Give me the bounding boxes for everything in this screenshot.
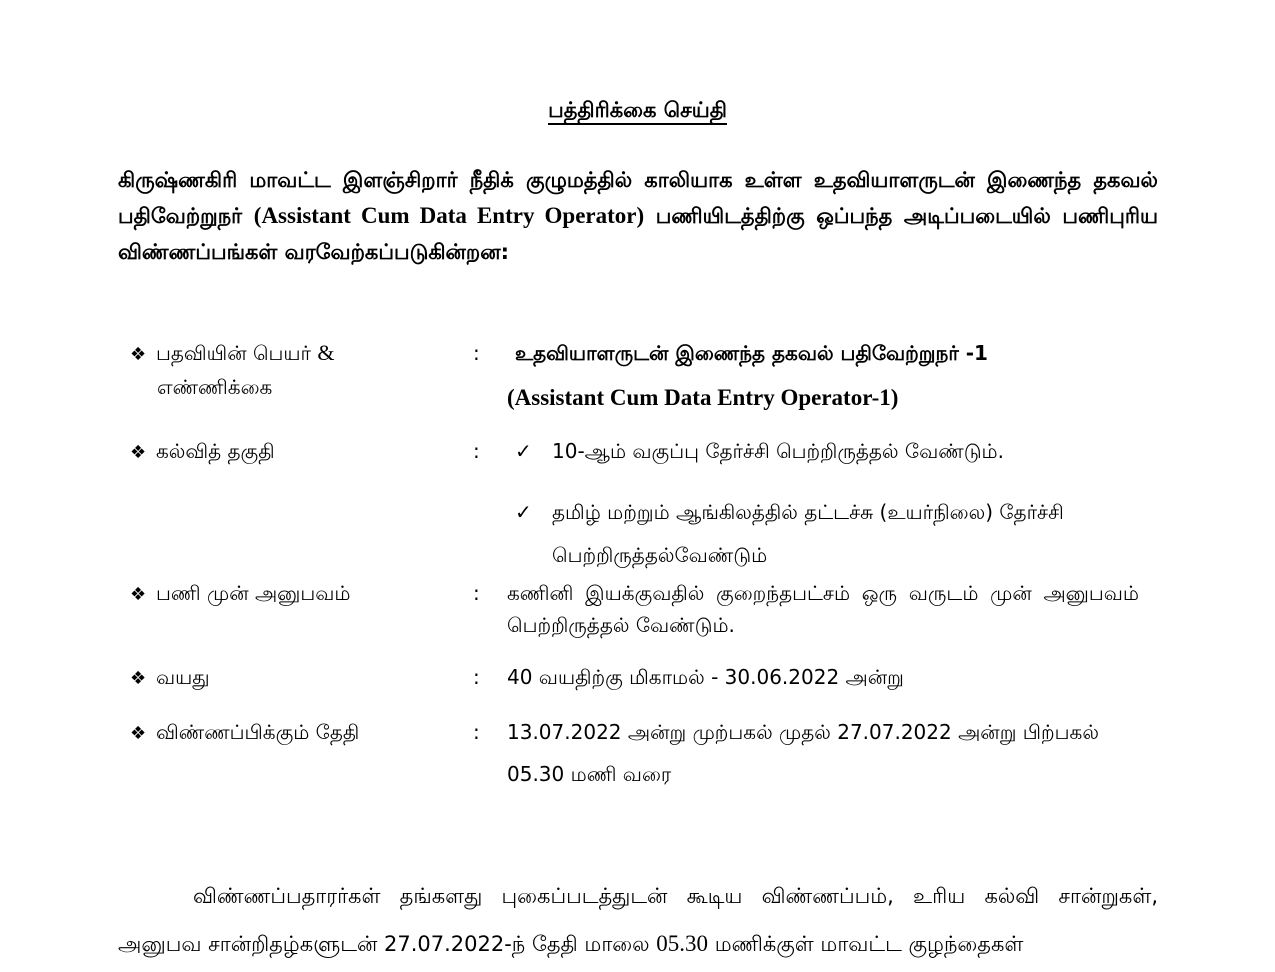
paragraph-line1: விண்ணப்பதாரர்கள் தங்களது புகைப்படத்துடன் கூடிய விண்ணப்பம், உரிய கல்வி சான்றுகள், அனுபவ சான்றிதழ்களுடன் 27.07.2022-ந் தேதி மாலை xyxy=(118,884,1158,956)
label-post-line1: பதவியின் பெயர் xyxy=(156,341,318,365)
row-label xyxy=(130,435,450,469)
headline-part2: பணியிடத்திற்கு ஒப்பந்த அடிப்படையில் பணிபுரிய விண்ணப்பங்கள் வரவேற்கப்படுகின்றன: xyxy=(118,204,1159,264)
paragraph-line2: மணிக்குள் மாவட்ட குழந்தைகள் xyxy=(708,932,1024,956)
row-label xyxy=(130,716,450,750)
label-post-line2: எண்ணிக்கை xyxy=(157,375,273,399)
label-education: கல்வித் தகுதி xyxy=(156,439,275,463)
row-label xyxy=(130,337,450,403)
label-post-amp: & xyxy=(317,340,335,365)
education-item-text: தமிழ் மற்றும் ஆங்கிலத்தில் தட்டச்சு (உயர்நிலை) தேர்ச்சி பெற்றிருத்தல்வேண்டும் xyxy=(552,500,1064,567)
diamond-bullet-icon: ❖ xyxy=(130,584,147,605)
row-label xyxy=(130,577,450,611)
checkmark-icon: ✓ xyxy=(515,439,532,463)
headline-part1: கிருஷ்ணகிரி மாவட்ட இளஞ்சிறார் நீதிக் குழுமத்தில் காலியாக உள்ள உதவியாளருடன் இணைந்த தகவல் பதிவேற்றுநர் xyxy=(118,168,1158,228)
education-item xyxy=(507,491,1142,577)
apply-date-value: 13.07.2022 அன்று முற்பகல் முதல் 27.07.2022 அன்று பிற்பகல் 05.30 மணி வரை xyxy=(507,720,1099,786)
row-colon: : xyxy=(473,665,480,689)
paragraph-time: 05.30 xyxy=(656,931,709,956)
document-title-text: பத்திரிக்கை செய்தி xyxy=(548,98,727,125)
education-item xyxy=(507,435,1141,467)
diamond-bullet-icon: ❖ xyxy=(130,442,147,463)
row-colon: : xyxy=(473,341,480,365)
row-colon: : xyxy=(473,439,480,463)
education-item-text: 10-ஆம் வகுப்பு தேர்ச்சி பெற்றிருத்தல் வேண்டும். xyxy=(552,439,1005,463)
label-experience: பணி முன் அனுபவம் xyxy=(156,581,351,605)
document-title xyxy=(0,98,1275,125)
row-value xyxy=(507,337,1141,414)
row-colon: : xyxy=(473,720,480,744)
age-value: 40 வயதிற்கு மிகாமல் - 30.06.2022 அன்று xyxy=(507,665,904,689)
diamond-bullet-icon: ❖ xyxy=(130,344,147,365)
body-paragraph xyxy=(118,872,1158,968)
row-colon: : xyxy=(473,581,480,605)
experience-value: கணினி இயக்குவதில் குறைந்தபட்சம் ஒரு வருடம் முன் அனுபவம் பெற்றிருத்தல் வேண்டும். xyxy=(507,581,1139,637)
headline-english: (Assistant Cum Data Entry Operator) xyxy=(253,203,645,228)
diamond-bullet-icon: ❖ xyxy=(130,723,147,744)
post-value-english: (Assistant Cum Data Entry Operator-1) xyxy=(507,385,899,410)
body-paragraph-text xyxy=(118,872,1158,968)
diamond-bullet-icon: ❖ xyxy=(130,668,147,689)
checkmark-icon: ✓ xyxy=(515,500,532,524)
row-value xyxy=(507,435,1141,577)
label-age: வயது xyxy=(156,665,210,689)
row-label xyxy=(130,661,450,695)
label-apply-date: விண்ணப்பிக்கும் தேதி xyxy=(156,720,360,744)
post-value-tamil: உதவியாளருடன் இணைந்த தகவல் பதிவேற்றுநர் -1 xyxy=(515,341,988,365)
headline-paragraph xyxy=(118,162,1158,270)
headline xyxy=(118,162,1158,270)
